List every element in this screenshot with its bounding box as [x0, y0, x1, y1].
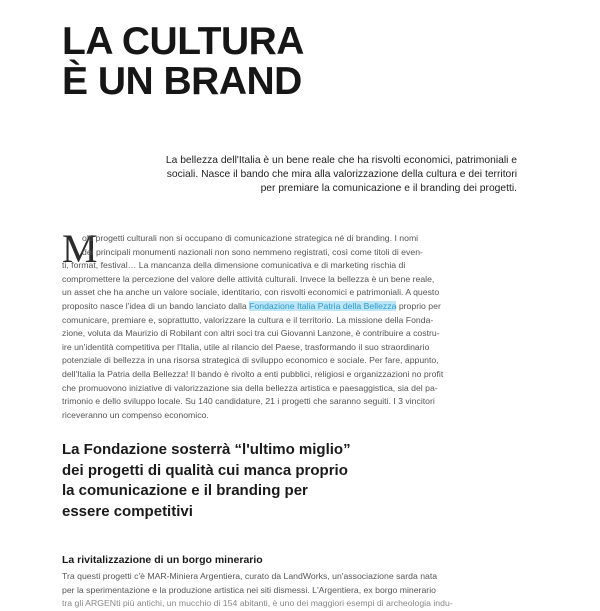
body-line: ire un'identità competitiva per l'Italia, utile al rilancio del Paese, trasformando il suo straordinario	[62, 341, 430, 352]
title-line: È UN BRAND	[62, 60, 302, 103]
pull-quote-line: dei progetti di qualità cui manca proprio	[62, 461, 348, 479]
subtitle-line: per premiare la comunicazione e il branding dei progetti.	[260, 183, 517, 195]
article-title	[62, 22, 304, 102]
section-line: per la sperimentazione e la produzione artistica nei siti dismessi. L'Argentiera, ex borgo minerario	[62, 584, 436, 595]
body-line: riceveranno un compenso economico.	[62, 409, 209, 420]
article-subtitle	[122, 154, 517, 197]
body-text-segment: proposito nasce l'idea di un bando lanciato dalla	[62, 300, 250, 311]
body-line: trimonio e dello sviluppo locale. Su 140 candidature, 21 i progetti che saranno seguiti. I 3 vincitori	[62, 396, 435, 407]
section-body	[62, 570, 522, 611]
pull-quote	[62, 440, 482, 522]
title-line: LA CULTURA	[62, 20, 304, 63]
subtitle-line: La bellezza dell'Italia è un bene reale che ha risvolti economici, patrimoniali e	[165, 155, 517, 166]
drop-cap: M	[62, 226, 98, 271]
body-line: olti progetti culturali non si occupano di comunicazione strategica né di branding. I nomi	[82, 233, 419, 243]
body-line-with-link	[62, 300, 522, 314]
pull-quote-line: essere competitivi	[62, 502, 193, 520]
body-line: ti, format, festival… La mancanza della dimensione comunicativa e di marketing rischia di	[62, 260, 406, 271]
body-line: compromettere la percezione del valore delle attività culturali. Invece la bellezza è un bene reale,	[62, 273, 435, 284]
body-text-segment: proprio per	[396, 300, 441, 311]
subtitle-line: sociali. Nasce il bando che mira alla valorizzazione della cultura e dei territori	[166, 169, 517, 181]
body-line: dell'Italia la Patria della Bellezza! Il bando è rivolto a enti pubblici, religiosi e organizzazioni no profit	[62, 368, 444, 379]
body-line: che promuovono iniziative di valorizzazione sia della bellezza artistica e paesaggistica, sia del pa-	[62, 382, 438, 393]
foundation-link[interactable]: Fondazione Italia Patria della Bellezza	[249, 300, 397, 311]
article-body	[62, 232, 522, 422]
pull-quote-line: La Fondazione sosterrà “l'ultimo miglio”	[62, 441, 351, 458]
body-line: zione, voluta da Maurizio di Robilant con altri soci tra cui Giovanni Lanzone, è contribuire a costru-	[62, 328, 440, 339]
section-line: Tra questi progetti c'è MAR-Miniera Argentiera, curato da LandWorks, un'associazione sarda nata	[62, 571, 438, 581]
section-heading: La rivitalizzazione di un borgo minerario	[62, 554, 263, 566]
body-line: comunicare, premiare e, soprattutto, valorizzare la cultura e il territorio. La missione della Fonda-	[62, 314, 434, 325]
pull-quote-line: la comunicazione e il branding per	[62, 482, 308, 499]
body-line: dei principali monumenti nazionali non sono nemmeno registrati, così come titoli di even-	[82, 246, 423, 257]
section-line: tra gli ARGENti più antichi, un mucchio di 154 abitanti, è uno dei maggiori esempi di archeologia indu-	[62, 598, 453, 609]
body-line: un asset che ha anche un valore sociale, identitario, con risvolti economici e patrimoniali. A questo	[62, 287, 440, 298]
body-line: potenziale di bellezza in una risorsa strategica di sviluppo economico e sociale. Per fare, appunto,	[62, 355, 439, 366]
